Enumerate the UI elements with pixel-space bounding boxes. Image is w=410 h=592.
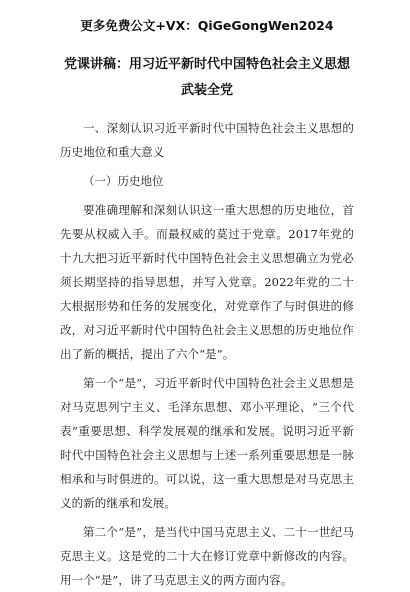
body-paragraph: 要准确理解和深刻认识这一重大思想的历史地位，首先要从权威入手。而最权威的莫过于党章。2017年党的十九大把习近平新时代中国特色社会主义思想确立为党必须长期坚持的指导思想，并写入党章。2022年党的二十大根据形势和任务的发展变化，对党章作了与时俱进的修改，对习近平新时代中国特色社会主义思想的历史地位作出了新的概括，提出了六个“是”。: [60, 203, 354, 361]
promo-header: 更多免费公文+VX：QiGeGongWen2024: [80, 18, 334, 33]
body-paragraph: 第一个“是”，习近平新时代中国特色社会主义思想是对马克思列宁主义、毛泽东思想、邓小平理论、“三个代表”重要思想、科学发展观的继承和发展。说明习近平新时代中国特色社会主义思想与上述一系列重要思想是一脉相承和与时俱进的。可以说，这一重大思想是对马克思主义的新的继承和发展。: [60, 376, 354, 510]
subsection-heading: （一）历史地位: [83, 174, 164, 188]
document-title: 党课讲稿：用习近平新时代中国特色社会主义思想武装全党: [63, 57, 350, 98]
body-paragraph: 第二个“是”，是当代中国马克思主义、二十一世纪马克思主义。这是党的二十大在修订党章中新修改的内容。用一个“是”，讲了马克思主义的两方面内容。: [60, 525, 354, 587]
section-heading: 一、深刻认识习近平新时代中国特色社会主义思想的历史地位和重大意义: [60, 121, 354, 159]
